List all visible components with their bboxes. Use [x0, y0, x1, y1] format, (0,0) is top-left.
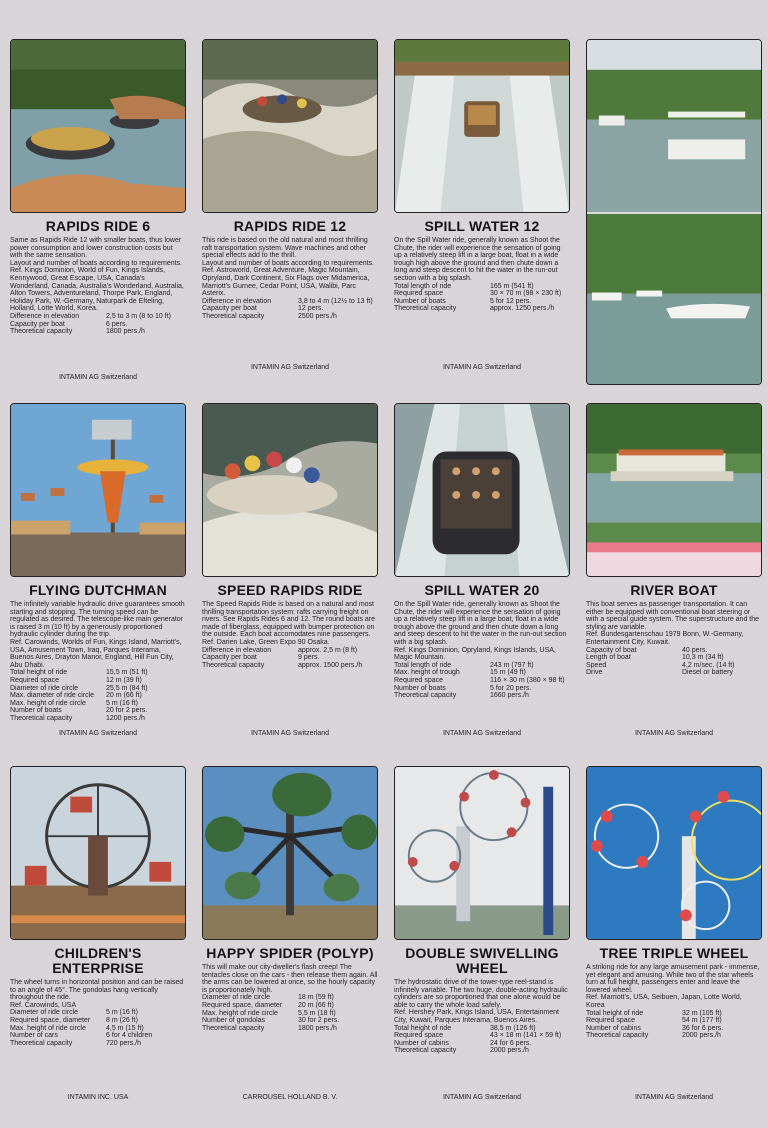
spec-row: [394, 669, 565, 677]
spec-row: [10, 692, 148, 700]
spec-label: Diameter of ride circle: [10, 684, 79, 692]
ride-description: The Speed Rapids Ride is based on a natural and most thrilling transportation system: rafts carrying freight on rivers. See Rapids Rides 6 and 12. The round boats are made of fiberglass, equipped with bumper protection on the outside. Each boat accomodates nine passengers. Ref. Darien Lake, Green Expo 90 Osaka.: [202, 601, 376, 646]
spec-row: [202, 298, 373, 306]
spec-value: 4,2 m/sec. (14 ft): [682, 661, 735, 669]
spec-value: 20 m (66 ft): [106, 692, 142, 700]
spec-label: Total height of ride: [394, 1024, 452, 1032]
manufacturer: INTAMIN AG Switzerland: [634, 1094, 714, 1101]
spec-label: Total length of ride: [394, 282, 452, 290]
ride-specs: [202, 647, 362, 670]
spec-value: approx. 2,5 m (8 ft): [298, 646, 358, 654]
ride-card-happy-spider: [202, 766, 378, 1032]
ride-photo-happy-spider: [202, 766, 378, 940]
manufacturer: INTAMIN AG Switzerland: [634, 730, 714, 737]
spec-value: 20 for 2 pers.: [106, 707, 148, 715]
spec-value: 2,5 to 3 m (8 to 10 ft): [106, 312, 171, 320]
spec-row: [202, 1017, 339, 1025]
ride-title: HAPPY SPIDER (POLYP): [206, 945, 374, 961]
spec-label: Number of cabins: [394, 1039, 449, 1047]
spec-value: 38,5 m (126 ft): [490, 1024, 536, 1032]
ride-description: A striking ride for any large amusement park - immense, yet elegant and amusing. While two of the star wheels turn at full height, passengers enter and leave the lowered wheel. Ref. Marriott's, USA, Seibuen, Japan, Lotte World, Korea: [586, 964, 760, 1009]
spec-row: [394, 692, 565, 700]
ride-photo-rapids-ride-6: [10, 39, 186, 213]
ride-specs: [394, 662, 565, 700]
ride-card-tree-triple-wheel: [586, 766, 762, 1040]
spec-value: 5 for 12 pers.: [490, 297, 532, 305]
spec-label: Number of boats: [394, 297, 446, 305]
spec-label: Theoretical capacity: [394, 305, 457, 313]
manufacturer: INTAMIN AG Switzerland: [250, 364, 330, 371]
ride-description: On the Spill Water ride, generally known as Shoot the Chute, the rider will experience the sensation of going up a relatively steep lift in a large boat, float in a wide trough above the ground and then chute down a long and steep descent to hit the water in the run-out section with a big splash. Ref. Kings Dominion, Opryland, Kings Islands, USA, Magic Mountain.: [394, 601, 567, 662]
spec-label: Capacity per boat: [202, 305, 257, 313]
spec-label: Speed: [586, 661, 607, 669]
spec-value: 9 pers.: [298, 654, 320, 662]
manufacturer: INTAMIN INC. USA: [67, 1094, 129, 1101]
manufacturer: INTAMIN AG Switzerland: [442, 1094, 522, 1101]
ride-specs: [394, 1025, 561, 1055]
ride-title: FLYING DUTCHMAN: [29, 582, 167, 598]
spec-value: 25,5 m (84 ft): [106, 684, 148, 692]
spec-value: 6 pers.: [106, 320, 128, 328]
ride-photo-river-boat: [586, 403, 762, 577]
spec-label: Number of cabins: [586, 1024, 641, 1032]
spec-value: 43 × 18 m (141 × 59 ft): [490, 1032, 562, 1040]
spec-value: 1660 pers./h: [490, 692, 529, 700]
spec-value: 4,5 m (15 ft): [106, 1024, 144, 1032]
spec-row: [394, 298, 561, 306]
spec-row: [586, 1032, 723, 1040]
spec-value: 116 × 30 m (380 × 98 ft): [490, 676, 565, 684]
spec-row: [394, 1032, 561, 1040]
ride-title: TREE TRIPLE WHEEL: [599, 945, 749, 961]
spec-value: 1800 pers./h: [298, 1024, 337, 1032]
spec-row: [586, 662, 735, 670]
spec-value: 5 for 20 pers.: [490, 684, 532, 692]
ride-description: This boat serves as passenger transportation. It can either be equipped with conventional boat steering or with a special guide system. The superstructure and the styling are variable. Ref. Bundesgartenschau 1979 Bonn, W.-Germany, Entertainment City, Kuwait.: [586, 601, 760, 646]
ride-title: RAPIDS RIDE 12: [233, 218, 347, 234]
spec-label: Required space: [10, 676, 60, 684]
ride-specs: [202, 994, 339, 1032]
ride-card-speed-rapids-ride: [202, 403, 378, 669]
ride-specs: [10, 669, 148, 722]
spec-label: Theoretical capacity: [394, 1047, 457, 1055]
ride-title: RAPIDS RIDE 6: [45, 218, 151, 234]
spec-row: [10, 669, 148, 677]
manufacturer: INTAMIN AG Switzerland: [442, 364, 522, 371]
spec-row: [586, 1010, 723, 1018]
spec-value: 2000 pers./h: [490, 1047, 529, 1055]
spec-value: 8 m (26 ft): [106, 1016, 138, 1024]
spec-row: [10, 715, 148, 723]
spec-label: Total length of ride: [394, 661, 452, 669]
ride-card-river-boat: [586, 403, 762, 677]
spec-value: approx. 1250 pers./h: [490, 305, 555, 313]
spec-row: [394, 1047, 561, 1055]
ride-photo-childrens-enterprise: [10, 766, 186, 940]
spec-value: 18 m (59 ft): [298, 994, 334, 1002]
ride-title: CHILDREN'S ENTERPRISE: [52, 945, 144, 976]
spec-label: Theoretical capacity: [586, 1032, 649, 1040]
spec-row: [10, 1040, 152, 1048]
ride-specs: [10, 1009, 152, 1047]
spec-row: [10, 1032, 152, 1040]
manufacturer: INTAMIN AG Switzerland: [250, 730, 330, 737]
spec-label: Required space: [586, 1017, 636, 1025]
spec-value: 54 m (177 ft): [682, 1017, 722, 1025]
spec-label: Total height of ride: [586, 1009, 644, 1017]
spec-label: Number of boats: [394, 684, 446, 692]
spec-value: approx. 1500 pers./h: [298, 661, 363, 669]
ride-specs: [202, 298, 373, 321]
ride-card-spill-water-12: [394, 39, 570, 313]
spec-value: 20 m (66 ft): [298, 1001, 334, 1009]
spec-value: 243 m (797 ft): [490, 661, 534, 669]
ride-card-rapids-ride-6: [10, 39, 186, 336]
spec-label: Required space, diameter: [10, 1016, 91, 1024]
spec-label: Max. diameter of ride circle: [10, 692, 95, 700]
spec-value: 6 for 4 children: [106, 1032, 153, 1040]
spec-row: [10, 1025, 152, 1033]
ride-description: The hydrostatic drive of the tower-type reel-stand is infinitely variable. The two huge, double-acting hydraulic cylinders are so proportioned that one alone would be able to carry the whole load safely. Ref. Hershey Park, Kings Island, USA, Entertainment City, Kuwait, Parques Interama, Buenos Aires.: [394, 979, 568, 1024]
spec-value: 5 m (16 ft): [106, 699, 138, 707]
spec-value: 12 m (39 ft): [106, 676, 142, 684]
ride-card-flying-dutchman: [10, 403, 186, 723]
spec-row: [202, 313, 373, 321]
ride-specs: [10, 313, 171, 336]
spec-value: 15,5 m (51 ft): [106, 669, 148, 677]
spec-row: [586, 669, 735, 677]
spec-row: [394, 1040, 561, 1048]
spec-label: Total height of ride: [10, 669, 68, 677]
spec-row: [586, 1025, 723, 1033]
spec-label: Required space: [394, 676, 444, 684]
spec-label: Theoretical capacity: [394, 692, 457, 700]
manufacturer: CARROUSEL HOLLAND B. V.: [242, 1094, 338, 1101]
spec-label: Theoretical capacity: [10, 714, 73, 722]
spec-value: 5,5 m (18 ft): [298, 1009, 336, 1017]
spec-label: Difference in elevation: [10, 312, 80, 320]
manufacturer: INTAMIN AG Switzerland: [58, 374, 138, 381]
ride-title: SPILL WATER 20: [424, 582, 540, 598]
spec-value: 12 pers.: [298, 305, 324, 313]
ride-card-spill-water-20: [394, 403, 570, 700]
spec-row: [394, 283, 561, 291]
spec-row: [394, 290, 561, 298]
spec-label: Difference in elevation: [202, 297, 272, 305]
spec-label: Max. height of ride circle: [10, 1024, 86, 1032]
spec-row: [202, 305, 373, 313]
spec-row: [10, 677, 148, 685]
spec-row: [394, 685, 565, 693]
spec-value: 1800 pers./h: [106, 328, 145, 336]
ride-specs: [586, 1010, 723, 1040]
spec-label: Required space: [394, 1032, 444, 1040]
spec-row: [586, 654, 735, 662]
spec-value: 3,8 to 4 m (12½ to 13 ft): [298, 297, 373, 305]
ride-photo-double-swivelling-wheel: [394, 766, 570, 940]
spec-row: [10, 1017, 152, 1025]
spec-label: Capacity of boat: [586, 646, 637, 654]
ride-description: The wheel turns in horizontal position and can be raised to an angle of 45°. The gondolas hang vertically throughout the ride. Ref. Carowinds, USA: [10, 979, 184, 1009]
ride-description: This ride is based on the old natural and most thrilling raft transportation system. Wave machines and other special effects add to the thrill. Layout and number of boats according to requirements. Ref. Astroworld, Great Adventure, Magic Mountain, Opryland, Dark Continent, Six Flags over Midamerica, Marriott's Gurnee, Cedar Point, USA, Walibi, Parc Asterix.: [202, 237, 374, 298]
spec-row: [10, 313, 171, 321]
manufacturer: INTAMIN AG Switzerland: [442, 730, 522, 737]
ride-title: SPILL WATER 12: [424, 218, 540, 234]
ride-photo-spill-water-12: [394, 39, 570, 213]
ride-description: The infinitely variable hydraulic drive guarantees smooth starting and stopping. The turning speed can be regulated as desired. The telescope-like main generator is raised 3 m (10 ft) by a generously proportioned hydraulic cylinder during the trip. Ref. Carowinds, Worlds of Fun, Kings Island, Marriott's, USA, Amusement Town, Iraq, Parques Interama, Buenos Aires, Drayton Manor, England, Hill Fun City, Abu Dhabi.: [10, 601, 185, 669]
spec-label: Drive: [586, 669, 603, 677]
spec-row: [10, 321, 171, 329]
spec-label: Theoretical capacity: [202, 661, 265, 669]
ride-card-double-swivelling-wheel: [394, 766, 570, 1055]
spec-row: [202, 662, 362, 670]
spec-value: 5 m (16 ft): [106, 1009, 138, 1017]
spec-row: [10, 685, 148, 693]
spec-label: Max. height of ride circle: [202, 1009, 278, 1017]
ride-card-rapids-ride-12: [202, 39, 378, 321]
spec-value: 1200 pers./h: [106, 714, 145, 722]
spec-value: 15 m (49 ft): [490, 669, 526, 677]
spec-value: 720 pers./h: [106, 1039, 142, 1047]
spec-label: Length of boat: [586, 654, 631, 662]
spec-row: [394, 1025, 561, 1033]
spec-row: [394, 677, 565, 685]
ride-photo-boats-tall: [586, 39, 762, 385]
ride-card-childrens-enterprise: [10, 766, 186, 1047]
spec-row: [586, 1017, 723, 1025]
ride-title: SPEED RAPIDS RIDE: [217, 582, 363, 598]
spec-label: Capacity per boat: [10, 320, 65, 328]
spec-value: 24 for 6 pers.: [490, 1039, 532, 1047]
spec-value: 30 for 2 pers.: [298, 1017, 340, 1025]
spec-label: Theoretical capacity: [202, 1024, 265, 1032]
spec-row: [202, 654, 362, 662]
spec-label: Number of cars: [10, 1032, 58, 1040]
spec-label: Max. height of trough: [394, 669, 460, 677]
spec-row: [10, 1009, 152, 1017]
spec-label: Theoretical capacity: [202, 312, 265, 320]
spec-row: [10, 700, 148, 708]
spec-label: Diameter of ride circle: [10, 1009, 79, 1017]
spec-label: Capacity per boat: [202, 654, 257, 662]
ride-photo-spill-water-20: [394, 403, 570, 577]
ride-description: This will make our city-dweller's flash creep! The tentacles close on the cars - then release them again. All the arms can be lowered at once, so the hourly capacity is proportionately high.: [202, 964, 378, 994]
ride-photo-speed-rapids-ride: [202, 403, 378, 577]
spec-row: [394, 662, 565, 670]
manufacturer: INTAMIN AG Switzerland: [58, 730, 138, 737]
spec-value: 10,3 m (34 ft): [682, 654, 724, 662]
spec-row: [202, 1002, 339, 1010]
spec-row: [10, 328, 171, 336]
spec-row: [202, 1025, 339, 1033]
ride-specs: [586, 647, 735, 677]
spec-value: 40 pers.: [682, 646, 708, 654]
spec-label: Required space: [394, 290, 444, 298]
ride-description: On the Spill Water ride, generally known as Shoot the Chute, the rider will experience the sensation of going up a relatively steep lift in a large boat, float in a wide trough high above the ground and then chute down a long and steep descent to hit the water in the run-out section with a big splash.: [394, 237, 561, 282]
ride-photo-rapids-ride-12: [202, 39, 378, 213]
spec-label: Max. height of ride circle: [10, 699, 86, 707]
spec-label: Diameter of ride circle: [202, 994, 271, 1002]
spec-label: Theoretical capacity: [10, 328, 73, 336]
ride-photo-flying-dutchman: [10, 403, 186, 577]
ride-photo-tree-triple-wheel: [586, 766, 762, 940]
spec-label: Required space, diameter: [202, 1001, 283, 1009]
spec-label: Number of boats: [10, 707, 62, 715]
spec-row: [10, 707, 148, 715]
spec-label: Difference in elevation: [202, 646, 272, 654]
ride-description: Same as Rapids Ride 12 with smaller boats, thus lower power consumption and lower construction costs but with the same sensation. Layout and number of boats according to requirements. Ref. Kings Dominion, World of Fun, Kings Islands, Kennywood, Great Escape, USA, Canada's Wonderland, Canada, Australia's Wonderland, Australia, Alton Towers, Adventureland, Thorpe Park, England, Holiday Park, W.-Germany, Naturpark de Efteling, Holland, Lotte World, Korea.: [10, 237, 184, 313]
spec-value: 2000 pers./h: [682, 1032, 721, 1040]
spec-row: [586, 647, 735, 655]
spec-value: 2500 pers./h: [298, 312, 337, 320]
spec-row: [202, 647, 362, 655]
spec-value: 36 for 6 pers.: [682, 1024, 724, 1032]
ride-title: RIVER BOAT: [630, 582, 718, 598]
spec-label: Number of gondolas: [202, 1017, 266, 1025]
spec-row: [202, 1010, 339, 1018]
spec-value: 30 × 70 m (98 × 230 ft): [490, 290, 562, 298]
spec-label: Theoretical capacity: [10, 1039, 73, 1047]
spec-value: Diesel or battery: [682, 669, 733, 677]
spec-row: [394, 305, 561, 313]
spec-value: 32 m (105 ft): [682, 1009, 722, 1017]
ride-specs: [394, 283, 561, 313]
spec-row: [202, 994, 339, 1002]
ride-title: DOUBLE SWIVELLING WHEEL: [405, 945, 559, 976]
spec-value: 165 m (541 ft): [490, 282, 534, 290]
